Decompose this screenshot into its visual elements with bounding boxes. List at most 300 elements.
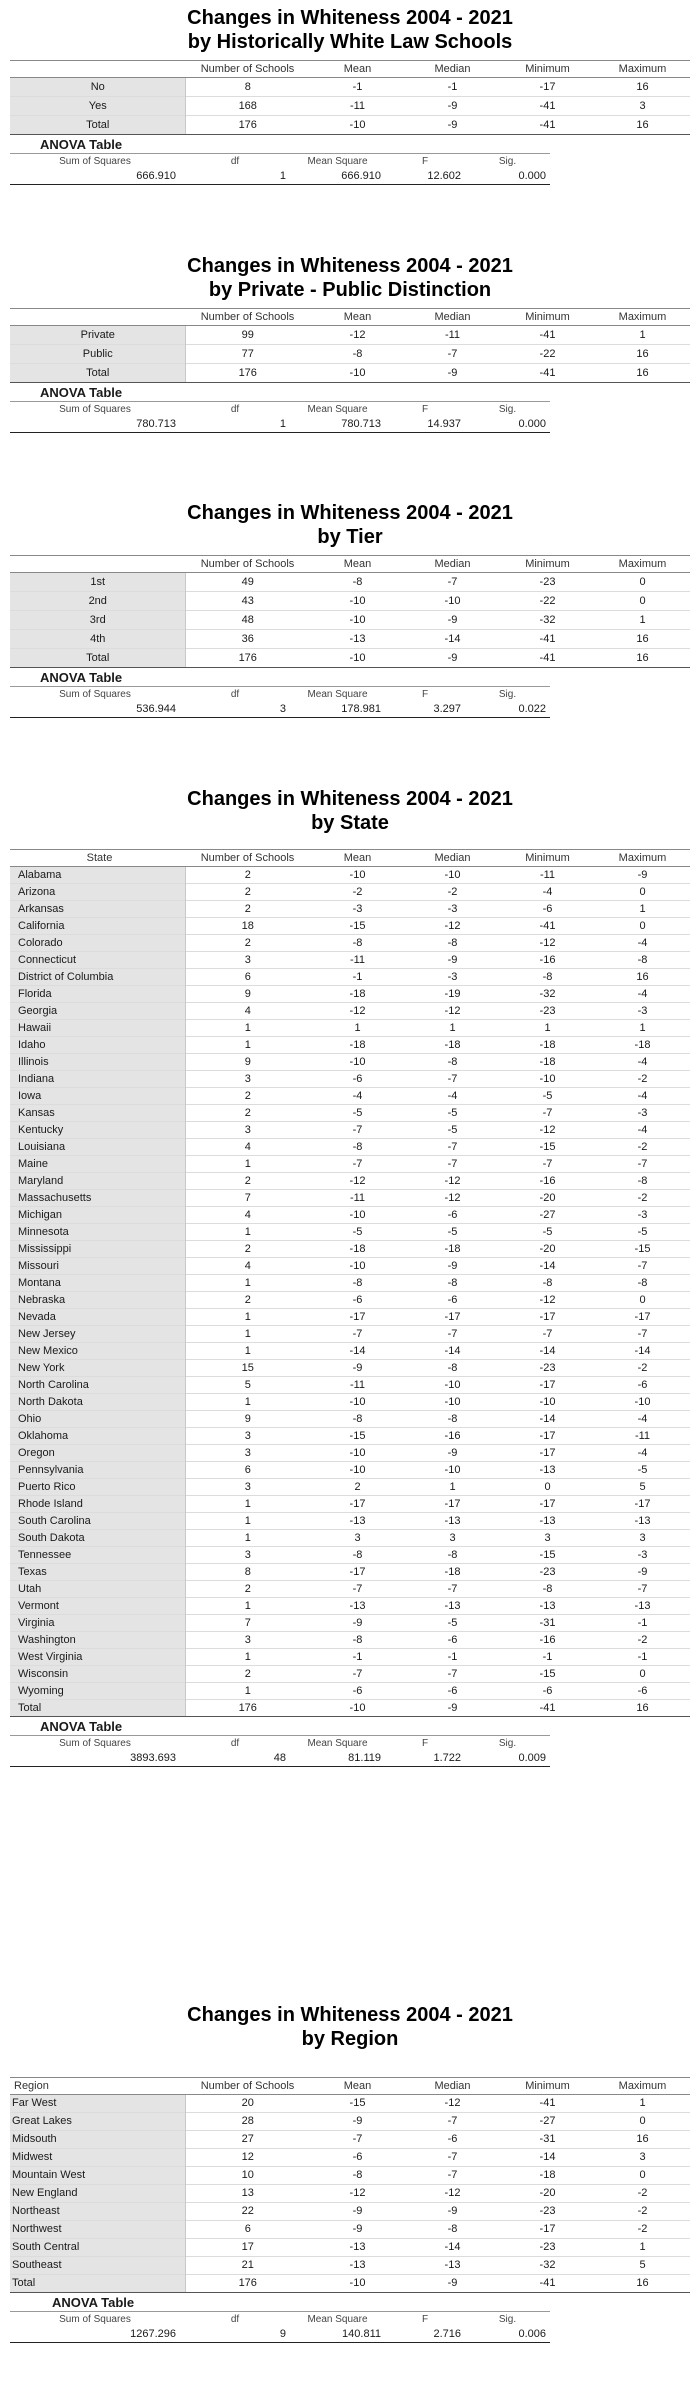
cell-value: -9 bbox=[405, 611, 500, 630]
row-label: Maryland bbox=[10, 1173, 185, 1190]
cell-value: -6 bbox=[500, 1683, 595, 1700]
cell-value: -16 bbox=[500, 1632, 595, 1649]
row-label: 2nd bbox=[10, 592, 185, 611]
row-label: West Virginia bbox=[10, 1649, 185, 1666]
cell-value: -10 bbox=[310, 1207, 405, 1224]
table-row bbox=[10, 1309, 690, 1326]
table-row bbox=[10, 1054, 690, 1071]
table-row bbox=[10, 986, 690, 1003]
cell-value: -41 bbox=[500, 2275, 595, 2293]
anova-value: 48 bbox=[180, 1750, 290, 1767]
cell-value: -10 bbox=[310, 1445, 405, 1462]
cell-value: -7 bbox=[405, 2113, 500, 2131]
cell-value: -8 bbox=[500, 1275, 595, 1292]
table-row bbox=[10, 1190, 690, 1207]
anova-column-header: Mean Square bbox=[290, 402, 385, 417]
anova-column-header: df bbox=[180, 1736, 290, 1751]
cell-value: 4 bbox=[185, 1003, 310, 1020]
anova-value: 0.006 bbox=[465, 2326, 550, 2343]
table-row bbox=[10, 1615, 690, 1632]
row-label: Minnesota bbox=[10, 1224, 185, 1241]
anova-value-row bbox=[10, 1750, 550, 1767]
cell-value: 3 bbox=[595, 1530, 690, 1547]
cell-value: 16 bbox=[595, 969, 690, 986]
cell-value: 0 bbox=[595, 2113, 690, 2131]
label-header: Region bbox=[10, 2078, 185, 2095]
table-row bbox=[10, 1037, 690, 1054]
cell-value: -7 bbox=[405, 573, 500, 592]
cell-value: 16 bbox=[595, 2275, 690, 2293]
cell-value: -9 bbox=[310, 2203, 405, 2221]
cell-value: 3 bbox=[500, 1530, 595, 1547]
cell-value: -8 bbox=[310, 1139, 405, 1156]
row-label: New Jersey bbox=[10, 1326, 185, 1343]
row-label: Wisconsin bbox=[10, 1666, 185, 1683]
cell-value: 2 bbox=[185, 1292, 310, 1309]
stats-table bbox=[10, 60, 690, 135]
cell-value: -5 bbox=[500, 1224, 595, 1241]
cell-value: -10 bbox=[500, 1071, 595, 1088]
cell-value: -5 bbox=[405, 1615, 500, 1632]
total-row bbox=[10, 116, 690, 135]
cell-value: -1 bbox=[595, 1649, 690, 1666]
table-row bbox=[10, 1139, 690, 1156]
row-label: Missouri bbox=[10, 1258, 185, 1275]
cell-value: 16 bbox=[595, 116, 690, 135]
column-header: Mean bbox=[310, 2078, 405, 2095]
column-header: Median bbox=[405, 2078, 500, 2095]
cell-value: -17 bbox=[500, 2221, 595, 2239]
anova-value: 536.944 bbox=[10, 701, 180, 718]
cell-value: -10 bbox=[405, 592, 500, 611]
table-row bbox=[10, 884, 690, 901]
column-header: Maximum bbox=[595, 556, 690, 573]
anova-column-header: Mean Square bbox=[290, 154, 385, 169]
cell-value: -8 bbox=[310, 573, 405, 592]
cell-value: 1 bbox=[185, 1683, 310, 1700]
cell-value: -7 bbox=[595, 1258, 690, 1275]
cell-value: -20 bbox=[500, 2185, 595, 2203]
cell-value: 28 bbox=[185, 2113, 310, 2131]
cell-value: -9 bbox=[405, 2275, 500, 2293]
anova-column-header: Sum of Squares bbox=[10, 687, 180, 702]
row-label: Puerto Rico bbox=[10, 1479, 185, 1496]
column-header: Median bbox=[405, 61, 500, 78]
cell-value: -12 bbox=[310, 1173, 405, 1190]
anova-column-header: Sig. bbox=[465, 154, 550, 169]
section-title-line1: Changes in Whiteness 2004 - 2021 bbox=[187, 2004, 513, 2026]
cell-value: 3 bbox=[595, 2149, 690, 2167]
cell-value: -6 bbox=[310, 1683, 405, 1700]
cell-value: -16 bbox=[500, 1173, 595, 1190]
cell-value: -10 bbox=[310, 649, 405, 668]
cell-value: -9 bbox=[405, 1258, 500, 1275]
cell-value: -10 bbox=[405, 1377, 500, 1394]
cell-value: -1 bbox=[310, 78, 405, 97]
column-header: Minimum bbox=[500, 850, 595, 867]
cell-value: 2 bbox=[310, 1479, 405, 1496]
row-label: Vermont bbox=[10, 1598, 185, 1615]
cell-value: 9 bbox=[185, 1054, 310, 1071]
row-label: Utah bbox=[10, 1581, 185, 1598]
anova-table bbox=[10, 686, 550, 718]
spacer bbox=[0, 835, 700, 849]
column-header: Median bbox=[405, 309, 500, 326]
anova-header-row bbox=[10, 1736, 550, 1751]
row-label: California bbox=[10, 918, 185, 935]
table-row bbox=[10, 1292, 690, 1309]
row-label: New England bbox=[10, 2185, 185, 2203]
anova-column-header: Mean Square bbox=[290, 2312, 385, 2327]
cell-value: 99 bbox=[185, 326, 310, 345]
cell-value: -20 bbox=[500, 1190, 595, 1207]
cell-value: -7 bbox=[595, 1326, 690, 1343]
row-label: Midwest bbox=[10, 2149, 185, 2167]
anova-table bbox=[10, 2311, 550, 2343]
table-row bbox=[10, 1394, 690, 1411]
cell-value: -1 bbox=[310, 969, 405, 986]
stats-table bbox=[10, 308, 690, 383]
label-header bbox=[10, 61, 185, 78]
cell-value: -1 bbox=[310, 1649, 405, 1666]
row-label: Public bbox=[10, 345, 185, 364]
cell-value: -17 bbox=[500, 1428, 595, 1445]
column-header: Mean bbox=[310, 850, 405, 867]
cell-value: 1 bbox=[405, 1020, 500, 1037]
anova-value: 780.713 bbox=[290, 416, 385, 433]
cell-value: -13 bbox=[405, 1598, 500, 1615]
anova-value: 81.119 bbox=[290, 1750, 385, 1767]
cell-value: -5 bbox=[310, 1224, 405, 1241]
anova-heading: ANOVA Table bbox=[40, 1719, 123, 1734]
cell-value: -13 bbox=[310, 2257, 405, 2275]
row-label: Total bbox=[10, 364, 185, 383]
column-header: Median bbox=[405, 556, 500, 573]
cell-value: -4 bbox=[595, 1054, 690, 1071]
cell-value: -27 bbox=[500, 2113, 595, 2131]
cell-value: -14 bbox=[500, 1343, 595, 1360]
row-label: Louisiana bbox=[10, 1139, 185, 1156]
anova-column-header: F bbox=[385, 1736, 465, 1751]
row-label: Southeast bbox=[10, 2257, 185, 2275]
cell-value: -3 bbox=[595, 1207, 690, 1224]
table-row bbox=[10, 2113, 690, 2131]
column-header: Minimum bbox=[500, 309, 595, 326]
row-label: Indiana bbox=[10, 1071, 185, 1088]
cell-value: -23 bbox=[500, 1564, 595, 1581]
cell-value: -8 bbox=[310, 935, 405, 952]
cell-value: -31 bbox=[500, 2131, 595, 2149]
cell-value: -5 bbox=[595, 1224, 690, 1241]
anova-column-header: F bbox=[385, 154, 465, 169]
cell-value: -9 bbox=[405, 116, 500, 135]
row-label: 3rd bbox=[10, 611, 185, 630]
cell-value: -7 bbox=[310, 1581, 405, 1598]
row-label: Michigan bbox=[10, 1207, 185, 1224]
cell-value: -7 bbox=[500, 1156, 595, 1173]
cell-value: -10 bbox=[500, 1394, 595, 1411]
anova-value: 666.910 bbox=[290, 168, 385, 185]
row-label: Far West bbox=[10, 2095, 185, 2113]
cell-value: -3 bbox=[595, 1105, 690, 1122]
cell-value: -8 bbox=[405, 935, 500, 952]
cell-value: -4 bbox=[595, 935, 690, 952]
cell-value: 43 bbox=[185, 592, 310, 611]
cell-value: -13 bbox=[405, 2257, 500, 2275]
cell-value: -22 bbox=[500, 345, 595, 364]
cell-value: -9 bbox=[310, 2221, 405, 2239]
section-title-line1: Changes in Whiteness 2004 - 2021 bbox=[187, 7, 513, 29]
cell-value: -9 bbox=[405, 649, 500, 668]
cell-value: -27 bbox=[500, 1207, 595, 1224]
column-header: Number of Schools bbox=[185, 61, 310, 78]
table-row bbox=[10, 1564, 690, 1581]
cell-value: -2 bbox=[595, 1360, 690, 1377]
cell-value: -8 bbox=[500, 969, 595, 986]
cell-value: -22 bbox=[500, 592, 595, 611]
cell-value: -10 bbox=[310, 364, 405, 383]
cell-value: -13 bbox=[500, 1598, 595, 1615]
anova-value: 0.022 bbox=[465, 701, 550, 718]
cell-value: 7 bbox=[185, 1190, 310, 1207]
section-title-line2: by Historically White Law Schools bbox=[187, 31, 513, 53]
cell-value: -18 bbox=[500, 2167, 595, 2185]
cell-value: -12 bbox=[500, 1292, 595, 1309]
cell-value: -3 bbox=[595, 1547, 690, 1564]
cell-value: -8 bbox=[405, 2221, 500, 2239]
section-title-line1: Changes in Whiteness 2004 - 2021 bbox=[187, 502, 513, 524]
cell-value: 16 bbox=[595, 630, 690, 649]
table-row bbox=[10, 1088, 690, 1105]
table-row bbox=[10, 1105, 690, 1122]
cell-value: -17 bbox=[310, 1496, 405, 1513]
cell-value: -7 bbox=[405, 1326, 500, 1343]
stats-table bbox=[10, 555, 690, 668]
label-header bbox=[10, 309, 185, 326]
table-row bbox=[10, 1071, 690, 1088]
cell-value: -17 bbox=[500, 1377, 595, 1394]
cell-value: 2 bbox=[185, 1581, 310, 1598]
anova-value: 1267.296 bbox=[10, 2326, 180, 2343]
anova-value: 1 bbox=[180, 168, 290, 185]
total-row bbox=[10, 649, 690, 668]
cell-value: -6 bbox=[405, 1683, 500, 1700]
table-row bbox=[10, 1207, 690, 1224]
row-label: Alabama bbox=[10, 867, 185, 884]
row-label: Arkansas bbox=[10, 901, 185, 918]
anova-column-header: Sum of Squares bbox=[10, 2312, 180, 2327]
anova-column-header: Sum of Squares bbox=[10, 1736, 180, 1751]
anova-heading: ANOVA Table bbox=[40, 137, 123, 152]
table-row bbox=[10, 1377, 690, 1394]
cell-value: -16 bbox=[405, 1428, 500, 1445]
anova-column-header: F bbox=[385, 687, 465, 702]
label-header bbox=[10, 556, 185, 573]
anova-value: 3.297 bbox=[385, 701, 465, 718]
table-row bbox=[10, 326, 690, 345]
row-label: Nevada bbox=[10, 1309, 185, 1326]
cell-value: -41 bbox=[500, 918, 595, 935]
cell-value: 1 bbox=[500, 1020, 595, 1037]
cell-value: 2 bbox=[185, 884, 310, 901]
cell-value: -3 bbox=[405, 901, 500, 918]
table-row bbox=[10, 1224, 690, 1241]
table-row bbox=[10, 867, 690, 884]
cell-value: -6 bbox=[405, 1292, 500, 1309]
cell-value: 5 bbox=[595, 1479, 690, 1496]
cell-value: -12 bbox=[310, 2185, 405, 2203]
cell-value: 2 bbox=[185, 1088, 310, 1105]
column-header: Number of Schools bbox=[185, 556, 310, 573]
cell-value: 20 bbox=[185, 2095, 310, 2113]
cell-value: -2 bbox=[405, 884, 500, 901]
row-label: Total bbox=[10, 649, 185, 668]
cell-value: -17 bbox=[405, 1309, 500, 1326]
cell-value: 1 bbox=[185, 1513, 310, 1530]
cell-value: -13 bbox=[500, 1513, 595, 1530]
anova-value: 1 bbox=[180, 416, 290, 433]
cell-value: -41 bbox=[500, 116, 595, 135]
cell-value: -17 bbox=[310, 1564, 405, 1581]
cell-value: 22 bbox=[185, 2203, 310, 2221]
cell-value: 2 bbox=[185, 867, 310, 884]
row-label: Kentucky bbox=[10, 1122, 185, 1139]
cell-value: -17 bbox=[500, 1445, 595, 1462]
table-row bbox=[10, 1462, 690, 1479]
cell-value: -4 bbox=[405, 1088, 500, 1105]
cell-value: -5 bbox=[405, 1105, 500, 1122]
cell-value: 1 bbox=[185, 1224, 310, 1241]
cell-value: -13 bbox=[500, 1462, 595, 1479]
cell-value: -2 bbox=[595, 1190, 690, 1207]
anova-column-header: Sum of Squares bbox=[10, 154, 180, 169]
anova-column-header: Sum of Squares bbox=[10, 402, 180, 417]
column-header: Number of Schools bbox=[185, 850, 310, 867]
row-label: Idaho bbox=[10, 1037, 185, 1054]
cell-value: -1 bbox=[405, 78, 500, 97]
anova-value: 0.000 bbox=[465, 416, 550, 433]
row-label: Colorado bbox=[10, 935, 185, 952]
cell-value: -12 bbox=[405, 1190, 500, 1207]
cell-value: 3 bbox=[405, 1530, 500, 1547]
section-4 bbox=[0, 2003, 700, 2343]
table-row bbox=[10, 1411, 690, 1428]
cell-value: -31 bbox=[500, 1615, 595, 1632]
cell-value: -10 bbox=[405, 1394, 500, 1411]
cell-value: -15 bbox=[500, 1139, 595, 1156]
cell-value: -7 bbox=[405, 2149, 500, 2167]
cell-value: -17 bbox=[500, 1309, 595, 1326]
anova-column-header: Sig. bbox=[465, 1736, 550, 1751]
cell-value: 0 bbox=[500, 1479, 595, 1496]
cell-value: 48 bbox=[185, 611, 310, 630]
row-label: Oklahoma bbox=[10, 1428, 185, 1445]
column-header: Maximum bbox=[595, 61, 690, 78]
cell-value: -18 bbox=[310, 1241, 405, 1258]
section-0 bbox=[0, 6, 700, 185]
cell-value: -12 bbox=[500, 935, 595, 952]
total-row bbox=[10, 2275, 690, 2293]
cell-value: -8 bbox=[405, 1054, 500, 1071]
table-row bbox=[10, 1003, 690, 1020]
cell-value: -18 bbox=[405, 1564, 500, 1581]
cell-value: 176 bbox=[185, 1700, 310, 1717]
cell-value: -9 bbox=[405, 1700, 500, 1717]
cell-value: 3 bbox=[185, 1479, 310, 1496]
table-row bbox=[10, 2149, 690, 2167]
row-label: Hawaii bbox=[10, 1020, 185, 1037]
column-header: Maximum bbox=[595, 850, 690, 867]
anova-column-header: Sig. bbox=[465, 687, 550, 702]
cell-value: -7 bbox=[310, 1122, 405, 1139]
cell-value: 15 bbox=[185, 1360, 310, 1377]
cell-value: -7 bbox=[595, 1581, 690, 1598]
cell-value: 8 bbox=[185, 1564, 310, 1581]
cell-value: 1 bbox=[185, 1020, 310, 1037]
row-label: Washington bbox=[10, 1632, 185, 1649]
cell-value: 1 bbox=[185, 1037, 310, 1054]
table-row bbox=[10, 1241, 690, 1258]
row-label: Massachusetts bbox=[10, 1190, 185, 1207]
cell-value: -2 bbox=[595, 1139, 690, 1156]
cell-value: -4 bbox=[310, 1088, 405, 1105]
cell-value: -6 bbox=[595, 1377, 690, 1394]
cell-value: -18 bbox=[310, 1037, 405, 1054]
anova-value: 666.910 bbox=[10, 168, 180, 185]
cell-value: 36 bbox=[185, 630, 310, 649]
row-label: Virginia bbox=[10, 1615, 185, 1632]
cell-value: -15 bbox=[595, 1241, 690, 1258]
table-row bbox=[10, 1275, 690, 1292]
column-header: Minimum bbox=[500, 61, 595, 78]
cell-value: 16 bbox=[595, 2131, 690, 2149]
cell-value: 3 bbox=[185, 952, 310, 969]
total-row bbox=[10, 1700, 690, 1717]
cell-value: 6 bbox=[185, 2221, 310, 2239]
cell-value: -8 bbox=[500, 1581, 595, 1598]
cell-value: -14 bbox=[405, 1343, 500, 1360]
anova-value: 3893.693 bbox=[10, 1750, 180, 1767]
cell-value: -16 bbox=[500, 952, 595, 969]
cell-value: 18 bbox=[185, 918, 310, 935]
table-row bbox=[10, 97, 690, 116]
cell-value: -18 bbox=[595, 1037, 690, 1054]
anova-value: 12.602 bbox=[385, 168, 465, 185]
cell-value: -11 bbox=[310, 952, 405, 969]
cell-value: -11 bbox=[405, 326, 500, 345]
cell-value: -10 bbox=[310, 1700, 405, 1717]
cell-value: -41 bbox=[500, 1700, 595, 1717]
cell-value: -1 bbox=[405, 1649, 500, 1666]
cell-value: -18 bbox=[405, 1241, 500, 1258]
cell-value: 4 bbox=[185, 1139, 310, 1156]
cell-value: -13 bbox=[405, 1513, 500, 1530]
cell-value: -6 bbox=[405, 1632, 500, 1649]
row-label: Mountain West bbox=[10, 2167, 185, 2185]
anova-value: 0.009 bbox=[465, 1750, 550, 1767]
row-label: Northwest bbox=[10, 2221, 185, 2239]
cell-value: 1 bbox=[310, 1020, 405, 1037]
cell-value: -6 bbox=[310, 1071, 405, 1088]
table-row bbox=[10, 1360, 690, 1377]
cell-value: -14 bbox=[310, 1343, 405, 1360]
table-row bbox=[10, 611, 690, 630]
cell-value: 16 bbox=[595, 1700, 690, 1717]
cell-value: -14 bbox=[500, 2149, 595, 2167]
cell-value: -9 bbox=[405, 952, 500, 969]
cell-value: -8 bbox=[310, 2167, 405, 2185]
cell-value: -10 bbox=[310, 867, 405, 884]
